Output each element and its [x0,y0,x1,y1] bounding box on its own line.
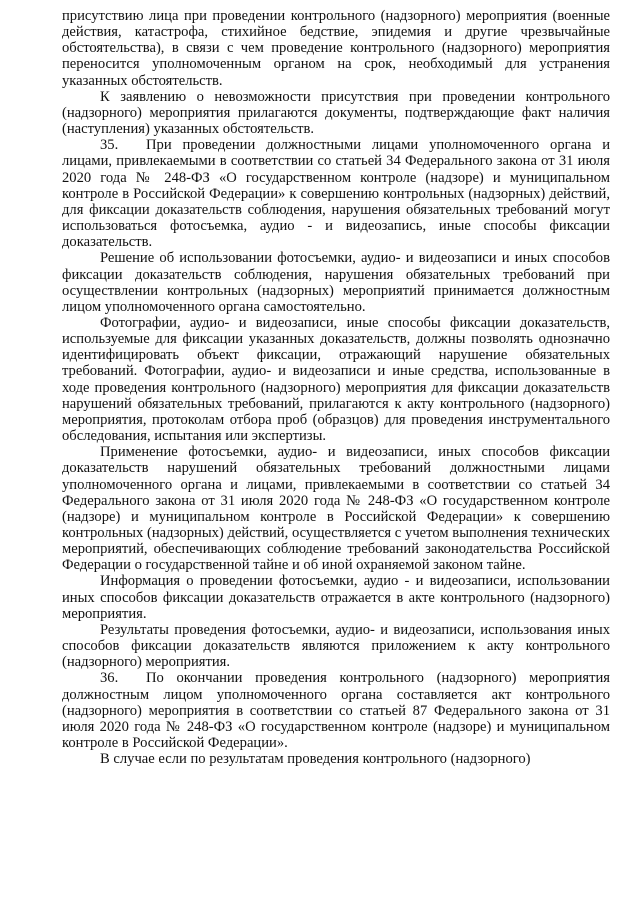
numbered-paragraph-35 [62,137,610,250]
paragraph-text: присутствию лица при проведении контрольного (надзорного) мероприятия (военные действия, катастрофа, стихийное бедствие, эпидемия и другие чрезвычайные обстоятельства), в связи с чем проведение контрольного (надзорного) мероприятия переносится уполномоченным органом на срок, необходимый для устранения указанных обстоятельств. [62,8,610,89]
paragraph [62,89,610,137]
paragraph-text: По окончании проведения контрольного (надзорного) мероприятия должностным лицом уполномоченного органа составляется акт контрольного (надзорного) мероприятия в соответствии со статьей 87 Федерального закона от 31 июля 2020 года № 248-ФЗ «О государственном контроле (надзоре) и муниципальном контроле в Российской Федерации». [62,670,610,752]
paragraph-text: К заявлению о невозможности присутствия при проведении контрольного (надзорного) мероприятия прилагаются документы, подтверждающие факт наличия (наступления) указанных обстоятельств. [62,88,610,138]
paragraph [62,573,610,621]
paragraph [62,622,610,670]
paragraph-continuation [62,8,610,89]
paragraph [62,444,610,573]
paragraph-text: Информация о проведении фотосъемки, аудио - и видеозаписи, использовании иных способов фиксации доказательств отражается в акте контрольного (надзорного) мероприятия. [62,573,610,622]
paragraph-number: 36. [100,670,119,687]
paragraph-text: При проведении должностными лицами уполномоченного органа и лицами, привлекаемыми в соответствии со статьей 34 Федерального закона от 31 июля 2020 года № 248-ФЗ «О государственном контроле (надзоре) и муниципальном контроле в Российской Федерации» к совершению контрольных (надзорных) действий, для фиксации доказательств соблюдения, нарушения обязательных требований могут использоваться фотосъемка, аудио - и видеозапись, иные способы фиксации доказательств. [62,137,610,251]
paragraph-number: 35. [100,137,119,154]
paragraph-text: В случае если по результатам проведения контрольного (надзорного) [100,751,531,768]
numbered-paragraph-36 [62,670,610,751]
paragraph-text: Решение об использовании фотосъемки, аудио- и видеозаписи и иных способов фиксации доказательств соблюдения, нарушения обязательных требований при осуществлении контрольных (надзорных) мероприятий принимается должностным лицом уполномоченного органа самостоятельно. [62,250,610,315]
paragraph [62,315,610,444]
paragraph [62,250,610,315]
paragraph-text: Применение фотосъемки, аудио- и видеозаписи, иных способов фиксации доказательств нарушений обязательных требований должностными лицами уполномоченного органа и лицами, привлекаемыми в соответствии со статьей 34 Федерального закона от 31 июля 2020 года № 248-ФЗ «О государственном контроле (надзоре) и муниципальном контроле в Российской Федерации» к совершению контрольных (надзорных) действий, осуществляется с учетом выполнения технических мероприятий, обеспечивающих соблюдение требований законодательства Российской Федерации о государственной тайне и об иной охраняемой законом тайне. [62,444,610,574]
paragraph-cut-off [62,751,610,783]
paragraph-text: Результаты проведения фотосъемки, аудио- и видеозаписи, использования иных способов фиксации доказательств являются приложением к акту контрольного (надзорного) мероприятия. [62,621,610,671]
paragraph-text: Фотографии, аудио- и видеозаписи, иные способы фиксации доказательств, используемые для фиксации указанных доказательств, должны позволять однозначно идентифицировать объект фиксации, отражающий нарушение обязательных требований. Фотографии, аудио- и видеозаписи и иные средства, использованные в ходе проведения контрольного (надзорного) мероприятия для фиксации доказательств нарушений обязательных требований, прилагаются к акту контрольного (надзорного) мероприятия, протоколам отбора проб (образцов) для проведения инструментального обследования, испытания или экспертизы. [62,314,610,445]
